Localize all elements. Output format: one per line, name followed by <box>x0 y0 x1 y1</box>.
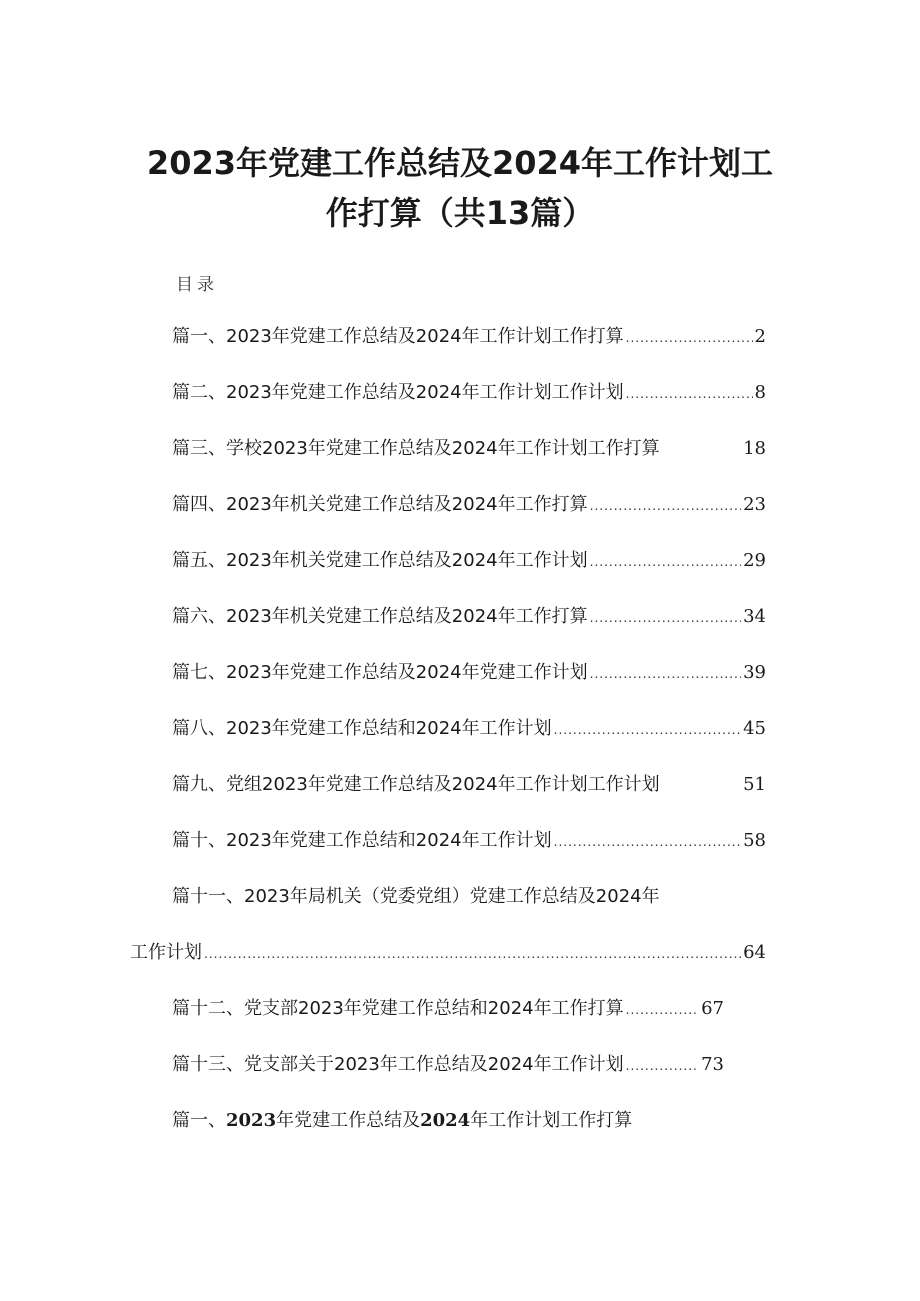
toc-item[interactable] <box>172 882 732 912</box>
toc-item[interactable] <box>172 994 724 1024</box>
toc-item-page: 45 <box>743 718 766 739</box>
toc-item-page: 34 <box>743 606 766 627</box>
toc-item[interactable] <box>172 770 766 800</box>
toc-item[interactable] <box>172 1050 724 1080</box>
toc-leader <box>590 667 741 681</box>
toc-item-page: 18 <box>743 438 766 459</box>
toc-item-label: 篇六、2023年机关党建工作总结及2024年工作打算 <box>172 606 588 627</box>
toc-item-label: 篇十三、党支部关于2023年工作总结及2024年工作计划 <box>172 1054 624 1075</box>
toc-item[interactable] <box>172 490 766 520</box>
toc-item[interactable] <box>172 322 766 352</box>
toc-item-page: 29 <box>743 550 766 571</box>
toc-item-label: 篇十一、2023年局机关（党委党组）党建工作总结及2024年 <box>172 886 660 907</box>
toc-leader <box>590 555 741 569</box>
toc-leader <box>626 1059 699 1073</box>
toc-item-label: 篇八、2023年党建工作总结和2024年工作计划 <box>172 718 552 739</box>
toc-item-page: 58 <box>743 830 766 851</box>
toc-item-page: 67 <box>701 998 724 1019</box>
toc-item[interactable] <box>172 602 766 632</box>
section-year-1: 2023 <box>226 1110 277 1131</box>
title-line-2: 作打算（共13篇） <box>325 194 595 232</box>
toc-item-label: 工作计划 <box>130 942 202 963</box>
section-mid-1: 年党建工作总结及 <box>276 1110 421 1131</box>
toc-heading: 目录 <box>176 275 218 295</box>
toc-item-page: 39 <box>743 662 766 683</box>
toc-leader <box>590 611 741 625</box>
toc-item-page: 51 <box>743 774 766 795</box>
toc-leader <box>554 835 741 849</box>
toc-leader <box>590 499 741 513</box>
toc-item-page: 2 <box>754 326 766 347</box>
toc-item[interactable] <box>172 826 766 856</box>
toc-item[interactable] <box>172 714 766 744</box>
toc-item-label: 篇七、2023年党建工作总结及2024年党建工作计划 <box>172 662 588 683</box>
toc-item-continued[interactable] <box>130 938 766 968</box>
toc-leader <box>626 1003 699 1017</box>
toc-leader <box>626 387 753 401</box>
toc-item-label: 篇一、2023年党建工作总结及2024年工作计划工作打算 <box>172 326 624 347</box>
toc-item-page: 8 <box>754 382 766 403</box>
section-heading <box>172 1106 632 1132</box>
section-year-2: 2024 <box>420 1110 471 1131</box>
toc-item-label: 篇二、2023年党建工作总结及2024年工作计划工作计划 <box>172 382 624 403</box>
toc-leader <box>204 947 741 961</box>
toc-item-label: 篇十二、党支部2023年党建工作总结和2024年工作打算 <box>172 998 624 1019</box>
toc-item[interactable] <box>172 658 766 688</box>
section-prefix: 篇一、 <box>172 1110 226 1131</box>
toc-item-page: 23 <box>743 494 766 515</box>
toc-item[interactable] <box>172 434 766 464</box>
toc-item-label: 篇五、2023年机关党建工作总结及2024年工作计划 <box>172 550 588 571</box>
toc-item-label: 篇三、学校2023年党建工作总结及2024年工作计划工作打算 <box>172 438 660 459</box>
toc-item-page: 73 <box>701 1054 724 1075</box>
toc-item-page: 64 <box>743 942 766 963</box>
toc-leader <box>554 723 741 737</box>
section-mid-2: 年工作计划工作打算 <box>470 1110 633 1131</box>
toc-item[interactable] <box>172 378 766 408</box>
title-line-1: 2023年党建工作总结及2024年工作计划工 <box>146 144 774 182</box>
toc-item[interactable] <box>172 546 766 576</box>
toc-item-label: 篇四、2023年机关党建工作总结及2024年工作打算 <box>172 494 588 515</box>
toc-leader <box>626 331 753 345</box>
toc-item-label: 篇十、2023年党建工作总结和2024年工作计划 <box>172 830 552 851</box>
toc-item-label: 篇九、党组2023年党建工作总结及2024年工作计划工作计划 <box>172 774 660 795</box>
document-title <box>130 138 790 238</box>
